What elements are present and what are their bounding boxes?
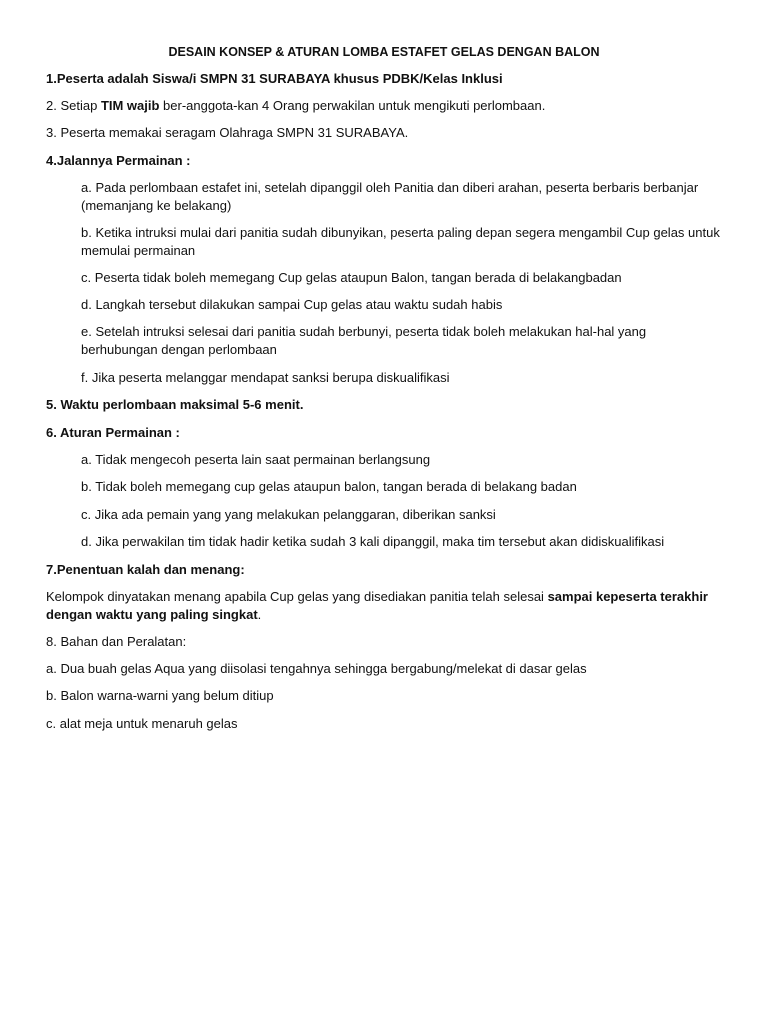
rule-4-item: a. Pada perlombaan estafet ini, setelah dipanggil oleh Panitia dan diberi arahan, peserta berbaris berbanjar (memanjang ke belakang): [81, 180, 699, 213]
rule-8-item: c. alat meja untuk menaruh gelas: [46, 716, 238, 731]
rule-4-item: e. Setelah intruksi selesai dari panitia sudah berbunyi, peserta tidak boleh melakukan hal-hal yang berhubungan dengan perlombaan: [81, 324, 647, 357]
rule-6-item: b. Tidak boleh memegang cup gelas ataupun balon, tangan berada di belakang badan: [81, 479, 577, 494]
rule-8-item: b. Balon warna-warni yang belum ditiup: [46, 688, 274, 703]
rule-8-heading: 8. Bahan dan Peralatan:: [46, 634, 187, 649]
rule-2-post: ber-anggota-kan 4 Orang perwakilan untuk mengikuti perlombaan.: [159, 98, 546, 113]
rule-1: 1.Peserta adalah Siswa/i SMPN 31 SURABAYA khusus PDBK/Kelas Inklusi: [46, 71, 503, 86]
rule-6-item: c. Jika ada pemain yang yang melakukan pelanggaran, diberikan sanksi: [81, 507, 496, 522]
rule-4-item: b. Ketika intruksi mulai dari panitia sudah dibunyikan, peserta paling depan segera mengambil Cup gelas untuk memulai permainan: [81, 225, 720, 258]
rule-2-pre: 2. Setiap: [46, 98, 101, 113]
rule-8-item: a. Dua buah gelas Aqua yang diisolasi tengahnya sehingga bergabung/melekat di dasar gelas: [46, 661, 587, 676]
rule-4-heading: 4.Jalannya Permainan :: [46, 153, 191, 168]
rule-7-bold: sampai kepeserta terakhir dengan waktu yang paling singkat: [46, 589, 708, 622]
rule-2: [46, 97, 726, 115]
rule-6-item: d. Jika perwakilan tim tidak hadir ketika sudah 3 kali dipanggil, maka tim tersebut akan didiskualifikasi: [81, 534, 665, 549]
rule-4-item: d. Langkah tersebut dilakukan sampai Cup gelas atau waktu sudah habis: [81, 297, 503, 312]
rule-6-item: a. Tidak mengecoh peserta lain saat permainan berlangsung: [81, 452, 431, 467]
rule-7-heading: 7.Penentuan kalah dan menang:: [46, 562, 245, 577]
rule-2-bold: TIM wajib: [100, 98, 160, 113]
rule-5: 5. Waktu perlombaan maksimal 5-6 menit.: [46, 397, 304, 412]
rule-4-item: f. Jika peserta melanggar mendapat sanksi berupa diskualifikasi: [81, 370, 450, 385]
rule-7-pre: Kelompok dinyatakan menang apabila Cup gelas yang disediakan panitia telah selesai: [46, 589, 548, 604]
rule-4-item: c. Peserta tidak boleh memegang Cup gelas ataupun Balon, tangan berada di belakangbadan: [81, 270, 622, 285]
rule-6-heading: 6. Aturan Permainan :: [46, 425, 180, 440]
rule-7-post: .: [257, 607, 262, 622]
rule-3: 3. Peserta memakai seragam Olahraga SMPN 31 SURABAYA.: [46, 125, 409, 140]
document-title: DESAIN KONSEP & ATURAN LOMBA ESTAFET GELAS DENGAN BALON: [168, 45, 600, 59]
rule-7-text: [46, 588, 726, 624]
